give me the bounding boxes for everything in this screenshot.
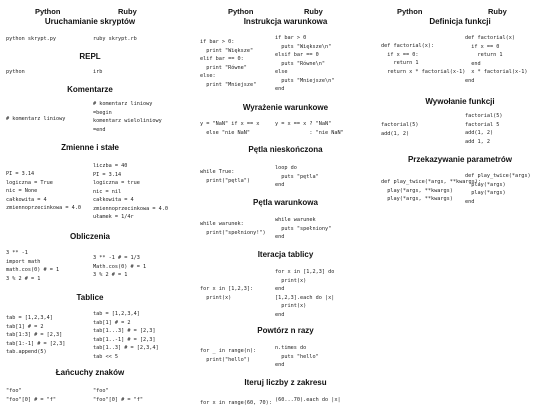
section-title-if: Instrukcja warunkowa (243, 17, 328, 26)
code-python-repl: python (6, 69, 25, 75)
section-title-run-scripts: Uruchamianie skryptów (44, 17, 136, 26)
code-ruby-if: if bar > 0 puts "Większe\n" elsif bar == 0 puts "Równe\n" else puts "Mniejsze\n" end (275, 35, 335, 92)
code-python-arrays: tab = [1,2,3,4] tab[1] # = 2 tab[1:3] # = [2,3] tab[1:-1] # = [2,3] tab.append(5) (6, 315, 66, 355)
section-title-strings: Łańcuchy znaków (55, 368, 125, 377)
code-python-parameter-passing: def play_twice(*args, **kwargs): play(*args, **kwargs) play(*args, **kwargs) (381, 179, 481, 202)
python-header: Python (35, 7, 61, 16)
code-python-array-iteration: for x in [1,2,3]: print(x) (200, 286, 254, 301)
code-ruby-parameter-passing: def play_twice(*args) play(*args) play(*args) end (465, 173, 531, 205)
section-title-ternary: Wyrażenie warunkowe (242, 103, 329, 112)
code-ruby-repeat-n: n.times do puts "hello" end (275, 345, 319, 368)
code-python-function-definition: def factorial(x): if x == 0: return 1 return x * factorial(x-1) (381, 43, 466, 75)
ruby-header: Ruby (118, 7, 137, 16)
code-ruby-array-iteration: for x in [1,2,3] do print(x) end [1,2,3].each do |x| print(x) end (275, 269, 335, 318)
code-python-variables: PI = 3.14 logiczna = True nic = None całkowita = 4 zmiennoprzecinkowa = 4.0 (6, 171, 81, 211)
code-ruby-function-call: factorial(5) factorial 5 add(1, 2) add 1, 2 (465, 113, 503, 145)
section-title-arrays: Tablice (76, 293, 104, 302)
section-title-function-definition: Definicja funkcji (429, 17, 491, 26)
code-python-strings: "foo" "foo"[0] # = "f" (6, 388, 56, 403)
code-python-infinite-loop: while True: print("pętla") (200, 169, 250, 184)
section-title-function-call: Wywołanie funkcji (425, 97, 495, 106)
section-title-comments: Komentarze (67, 85, 113, 94)
code-ruby-infinite-loop: loop do puts "pętla" end (275, 165, 319, 188)
code-ruby-comments: # komentarz liniowy =begin komentarz wieloliniowy =end (93, 101, 162, 133)
code-python-repeat-n: for _ in range(n): print("hello") (200, 348, 257, 363)
code-ruby-calculations: 3 ** -1 # = 1/3 Math.cos(0) # = 1 3 % 2 # = 1 (93, 255, 147, 278)
section-title-repl: REPL (79, 52, 101, 61)
code-python-ternary: y = "NaN" if x == x else "nie NaN" (200, 121, 260, 136)
code-ruby-run: ruby skrypt.rb (93, 36, 137, 42)
code-ruby-while-loop: while warunek puts "spełniony" end (275, 217, 332, 240)
ruby-header: Ruby (304, 7, 323, 16)
section-title-variables: Zmienne i stałe (61, 143, 119, 152)
python-header: Python (397, 7, 423, 16)
column-2 (193, 0, 378, 405)
code-ruby-function-definition: def factorial(x) if x == 0 return 1 end x * factorial(x-1) end (465, 35, 528, 84)
code-python-while-loop: while warunek: print("spełniony!") (200, 221, 266, 236)
section-title-while-loop: Pętla warunkowa (253, 198, 318, 207)
section-title-repeat-n: Powtórz n razy (257, 326, 314, 335)
section-title-parameter-passing: Przekazywanie parametrów (407, 155, 513, 164)
section-title-range-iteration: Iteruj liczby z zakresu (244, 378, 327, 387)
code-python-range-iteration: for x in range(60, 70): (200, 400, 272, 406)
code-ruby-variables: liczba = 40 PI = 3.14 logiczna = true nic = nil całkowita = 4 zmiennoprzecinkowa = 4.0 ułamek = 1/4r (93, 163, 168, 220)
section-title-calculations: Obliczenia (69, 232, 110, 241)
column-3 (380, 0, 540, 405)
ruby-header: Ruby (488, 7, 507, 16)
section-title-array-iteration: Iteracja tablicy (257, 250, 314, 259)
code-python-function-call: factorial(5) add(1, 2) (381, 122, 419, 137)
code-ruby-repl: irb (93, 69, 103, 75)
code-python-calculations: 3 ** -1 import math math.cos(0) # = 1 3 % 2 # = 1 (6, 250, 60, 282)
code-ruby-ternary: y = x == x ? "NaN" : "nie NaN" (275, 121, 344, 136)
code-python-if: if bar > 0: print "Większe" elif bar == 0: print "Równe" else: print "Mniejsze" (200, 39, 257, 88)
python-header: Python (228, 7, 254, 16)
code-ruby-range-iteration: (60...70).each do |x| (275, 397, 341, 403)
column-1 (0, 0, 180, 405)
section-title-infinite-loop: Pętla nieskończona (248, 145, 323, 154)
code-ruby-arrays: tab = [1,2,3,4] tab[1] # = 2 tab[1...3] # = [2,3] tab[1..-1] # = [2,3] tab[1..3] # = [2,3,4] tab << 5 (93, 311, 159, 360)
code-python-comments: # komentarz liniowy (6, 116, 66, 122)
code-python-run: python skrypt.py (6, 36, 56, 42)
code-ruby-strings: "foo" "foo"[0] # = "f" (93, 388, 143, 403)
